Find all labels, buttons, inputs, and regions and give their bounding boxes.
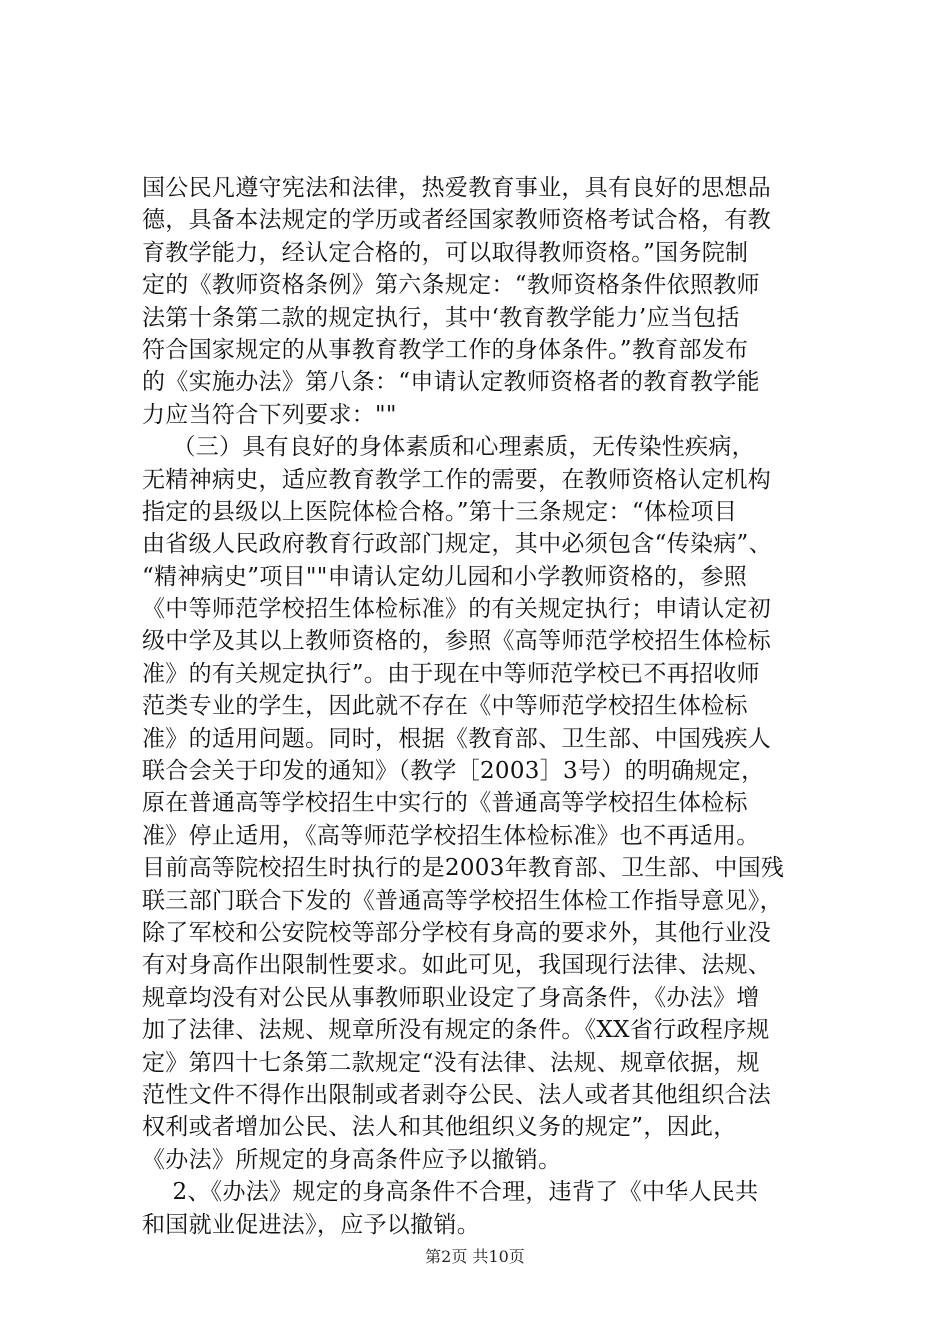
text-line: 符合国家规定的从事教育教学工作的身体条件。”教育部发布: [142, 336, 749, 363]
text-line: 范性文件不得作出限制或者剥夺公民、法人或者其他组织合法: [142, 1081, 772, 1108]
text-line: 级中学及其以上教师资格的，参照《高等师范学校招生体检标: [142, 628, 772, 655]
text-line: 《办法》所规定的身高条件应予以撤销。: [142, 1146, 562, 1173]
text-line: （三）具有良好的身体素质和心理素质，无传染性疾病，: [142, 434, 755, 461]
text-line: 范类专业的学生，因此就不存在《中等师范学校招生体检标: [142, 693, 748, 720]
text-line: 德，具备本法规定的学历或者经国家教师资格考试合格，有教: [142, 207, 772, 234]
text-line: 准》的有关规定执行”。由于现在中等师范学校已不再招收师: [142, 660, 760, 687]
text-line: 联三部门联合下发的《普通高等学校招生体检工作指导意见》，: [142, 887, 783, 914]
text-line: 力应当符合下列要求："": [142, 401, 397, 428]
text-line: 的《实施办法》第八条：“申请认定教师资格者的教育教学能: [142, 369, 760, 396]
text-line: 准》停止适用，《高等师范学校招生体检标准》也不再适用。: [142, 822, 760, 849]
text-line: 规章均没有对公民从事教师职业设定了身高条件，《办法》增: [142, 984, 760, 1011]
text-line: 有对身高作出限制性要求。如此可见，我国现行法律、法规、: [142, 952, 772, 979]
text-line: 指定的县级以上医院体检合格。”第十三条规定：“体检项目: [142, 498, 738, 525]
text-line: 《中等师范学校招生体检标准》的有关规定执行；申请认定初: [142, 596, 772, 623]
text-line: 法第十条第二款的规定执行，其中‘教育教学能力’应当包括: [142, 304, 740, 331]
text-line: 由省级人民政府教育行政部门规定，其中必须包含“传染病”、: [142, 531, 772, 558]
text-line: 和国就业促进法》，应予以撤销。: [142, 1211, 480, 1238]
text-line: 无精神病史，适应教育教学工作的需要，在教师资格认定机构: [142, 466, 772, 493]
text-line: 2、《办法》规定的身高条件不合理，违背了《中华人民共: [142, 1179, 759, 1206]
text-line: 原在普通高等学校招生中实行的《普通高等学校招生体检标: [142, 790, 748, 817]
text-line: 国公民凡遵守宪法和法律，热爱教育事业，具有良好的思想品: [142, 175, 772, 201]
text-line: 定的《教师资格条例》第六条规定：“教师资格条件依照教师: [142, 272, 760, 299]
text-line: 联合会关于印发的通知》（教学［2003］3号）的明确规定，: [142, 758, 765, 785]
text-line: 除了军校和公安院校等部分学校有身高的要求外，其他行业没: [142, 919, 772, 946]
text-line: 权利或者增加公民、法人和其他组织义务的规定”，因此，: [142, 1114, 737, 1141]
text-line: “精神病史”项目""申请认定幼儿园和小学教师资格的，参照: [142, 563, 748, 590]
page-number-footer: 第2页 共10页: [425, 1247, 525, 1266]
body-text: [142, 172, 842, 1241]
text-line: 准》的适用问题。同时，根据《教育部、卫生部、中国残疾人: [142, 725, 772, 752]
text-line: 定》第四十七条第二款规定“没有法律、法规、规章依据，规: [142, 1049, 760, 1076]
text-line: 加了法律、法规、规章所没有规定的条件。《XX省行政程序规: [142, 1017, 770, 1044]
text-line: 目前高等院校招生时执行的是2003年教育部、卫生部、中国残: [142, 855, 785, 882]
text-line: 育教学能力，经认定合格的，可以取得教师资格。”国务院制: [142, 239, 749, 266]
